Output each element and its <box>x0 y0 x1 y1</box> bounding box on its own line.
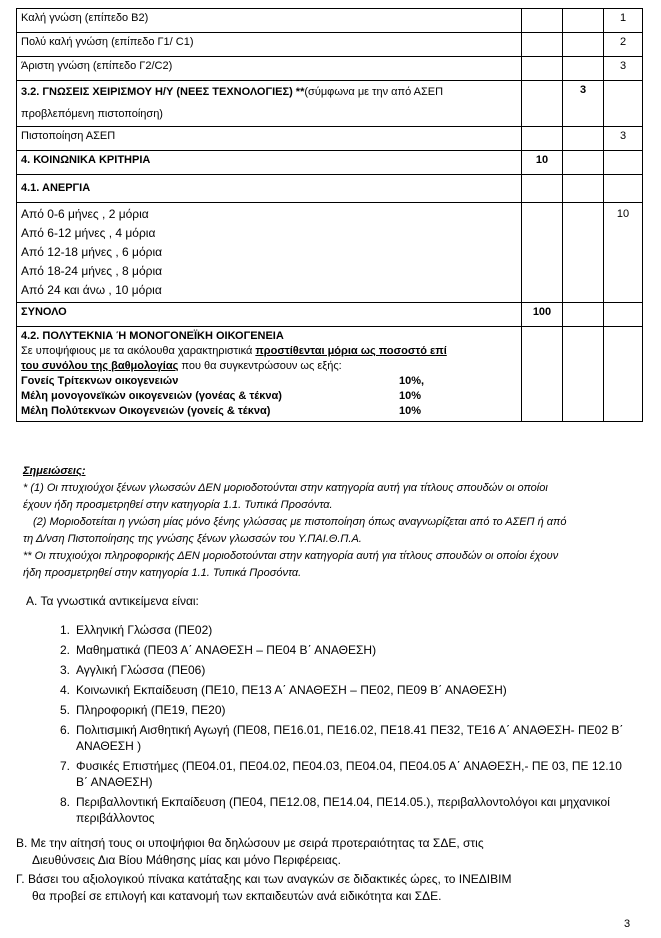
unemployment-row: Από 0-6 μήνες , 2 μόρια Από 6-12 μήνες , 4 μόρια Από 12-18 μήνες , 6 μόρια Από 18-24 μήνες , 8 μόρια Από 24 και άνω , 10 μόρια 10 <box>17 203 643 303</box>
total-value: 100 <box>522 303 563 327</box>
total-label: ΣΥΝΟΛΟ <box>17 303 522 327</box>
closing-section: Β. Με την αίτησή τους οι υποψήφιοι θα δηλώσουν με σειρά προτεραιότητας τα ΣΔΕ, στις Διευθύνσεις Δια Βίου Μάθησης μίας και μόνο Περιφέρειας. Γ. Βάσει του αξιολογικού πίνακα κατάταξης και των αναγκών σε διδακτικές ώρες, το ΙΝΕΔΙΒΙΜ θα προβεί σε επιλογή και κατανομή των εκπαιδευτών ανά ειδικότητα και ΣΔΕ. <box>16 836 512 903</box>
notes-title: Σημειώσεις: <box>23 465 86 477</box>
section-3-2-row: 3.2. ΓΝΩΣΕΙΣ ΧΕΙΡΙΣΜΟΥ Η/Υ (ΝΕΕΣ ΤΕΧΝΟΛΟΓΙΕΣ) **(σύμφωνα με την από ΑΣΕΠ προβλεπόμενη πιστοποίηση) 3 <box>17 81 643 127</box>
list-item: 1. Ελληνική Γλώσσα (ΠΕ02) <box>59 623 213 637</box>
row-label: Πολύ καλή γνώση (επίπεδο Γ1/ C1) <box>17 33 522 57</box>
section-4-row: 4. ΚΟΙΝΩΝΙΚΑ ΚΡΙΤΗΡΙΑ 10 <box>17 151 643 175</box>
section-3-2-points: 3 <box>563 81 604 127</box>
table-row <box>17 9 643 33</box>
list-item: 3. Αγγλική Γλώσσα (ΠΕ06) <box>59 663 206 677</box>
table-row <box>17 57 643 81</box>
row-points: 2 <box>604 33 643 57</box>
section-4-1-title: 4.1. ΑΝΕΡΓΙΑ <box>17 175 522 203</box>
table-row: Πιστοποίηση ΑΣΕΠ 3 <box>17 127 643 151</box>
section-3-2-title: 3.2. ΓΝΩΣΕΙΣ ΧΕΙΡΙΣΜΟΥ Η/Υ (ΝΕΕΣ ΤΕΧΝΟΛΟΓΙΕΣ) ** <box>21 86 305 98</box>
list-item: 6. Πολιτισμική Αισθητική Αγωγή (ΠΕ08, ΠΕ16.01, ΠΕ16.02, ΠΕ18.41 ΠΕ32, ΤΕ16 Α΄ ΑΝΑΘΕΣΗ- ΠΕ02 Β΄ ΑΝΑΘΕΣΗ ) <box>59 723 624 753</box>
subjects-section <box>26 594 636 826</box>
total-row <box>17 303 643 327</box>
list-item: 7. Φυσικές Επιστήμες (ΠΕ04.01, ΠΕ04.02, ΠΕ04.03, ΠΕ04.04, ΠΕ04.05 Α΄ ΑΝΑΘΕΣΗ,- ΠΕ 03, ΠΕ 12.10 Β΄ ΑΝΑΘΕΣΗ) <box>59 759 622 789</box>
list-item: 8. Περιβαλλοντική Εκπαίδευση (ΠΕ04, ΠΕ12.08, ΠΕ14.04, ΠΕ14.05.), περιβαλλοντολόγοι και μηχανικοί περιβάλλοντος <box>59 795 610 825</box>
list-item: 5. Πληροφορική (ΠΕ19, ΠΕ20) <box>59 703 226 717</box>
row-label: Άριστη γνώση (επίπεδο Γ2/C2) <box>17 57 522 81</box>
subjects-list <box>26 622 636 826</box>
row-points: 3 <box>604 57 643 81</box>
scoring-table <box>16 8 643 422</box>
row-points: 1 <box>604 9 643 33</box>
section-4-2-row: 4.2. ΠΟΛΥΤΕΚΝΙΑ Ή ΜΟΝΟΓΟΝΕΪΚΗ ΟΙΚΟΓΕΝΕΙΑ Σε υποψήφιους με τα ακόλουθα χαρακτηριστικά προστίθενται μόρια ως ποσοστό επί του συνόλου της βαθμολογίας που θα συγκεντρώσουν ως εξής: Γονείς Τρίτεκνων οικογενειών 10%, Μέλη μονογονεϊκών οικογενειών (γονέας & τέκνα) 10% Μέλη Πολύτεκνων Οικογενειών (γονείς & τέκνα) 10% <box>17 327 643 422</box>
subjects-heading: Α. Τα γνωστικά αντικείμενα είναι: <box>26 594 199 608</box>
list-item: Μέλη μονογονεϊκών οικογενειών (γονέας & τέκνα) 10% <box>21 390 422 402</box>
list-item: Γονείς Τρίτεκνων οικογενειών 10%, <box>21 375 425 387</box>
list-item: 4. Κοινωνική Εκπαίδευση (ΠΕ10, ΠΕ13 Α΄ ΑΝΑΘΕΣΗ – ΠΕ02, ΠΕ09 Β΄ ΑΝΑΘΕΣΗ) <box>59 683 507 697</box>
list-item: Μέλη Πολύτεκνων Οικογενειών (γονείς & τέκνα) 10% <box>21 405 422 417</box>
section-4-title: 4. ΚΟΙΝΩΝΙΚΑ ΚΡΙΤΗΡΙΑ <box>17 151 522 175</box>
section-4-2-title: 4.2. ΠΟΛΥΤΕΚΝΙΑ Ή ΜΟΝΟΓΟΝΕΪΚΗ ΟΙΚΟΓΕΝΕΙΑ <box>21 330 284 342</box>
page-number: 3 <box>624 918 631 930</box>
row-label: Καλή γνώση (επίπεδο Β2) <box>17 9 522 33</box>
notes-section: Σημειώσεις: * (1) Οι πτυχιούχοι ξένων γλωσσών ΔΕΝ μοριοδοτούνται στην κατηγορία αυτή για τίτλους σπουδών οι οποίοι έχουν ήδη προσμετρηθεί στην κατηγορία 1.1. Τυπικά Προσόντα. (2) Μοριοδοτείται η γνώση μίας μόνο ξένης γλώσσας με πιστοποίηση όπως αναγνωρίζεται από το ΑΣΕΠ ή από τη Δ/νση Πιστοποίησης της γνώσης ξένων γλωσσών του Υ.ΠΑΙ.Θ.Π.Α. ** Οι πτυχιούχοι πληροφορικής ΔΕΝ μοριοδοτούνται στην κατηγορία αυτή για τίτλους σπουδών οι οποίοι έχουν ήδη προσμετρηθεί στην κατηγορία 1.1. Τυπικά Προσόντα. <box>23 463 635 582</box>
section-4-1-row <box>17 175 643 203</box>
table-row <box>17 33 643 57</box>
list-item: 2. Μαθηματικά (ΠΕ03 Α΄ ΑΝΑΘΕΣΗ – ΠΕ04 Β΄ ΑΝΑΘΕΣΗ) <box>59 643 377 657</box>
